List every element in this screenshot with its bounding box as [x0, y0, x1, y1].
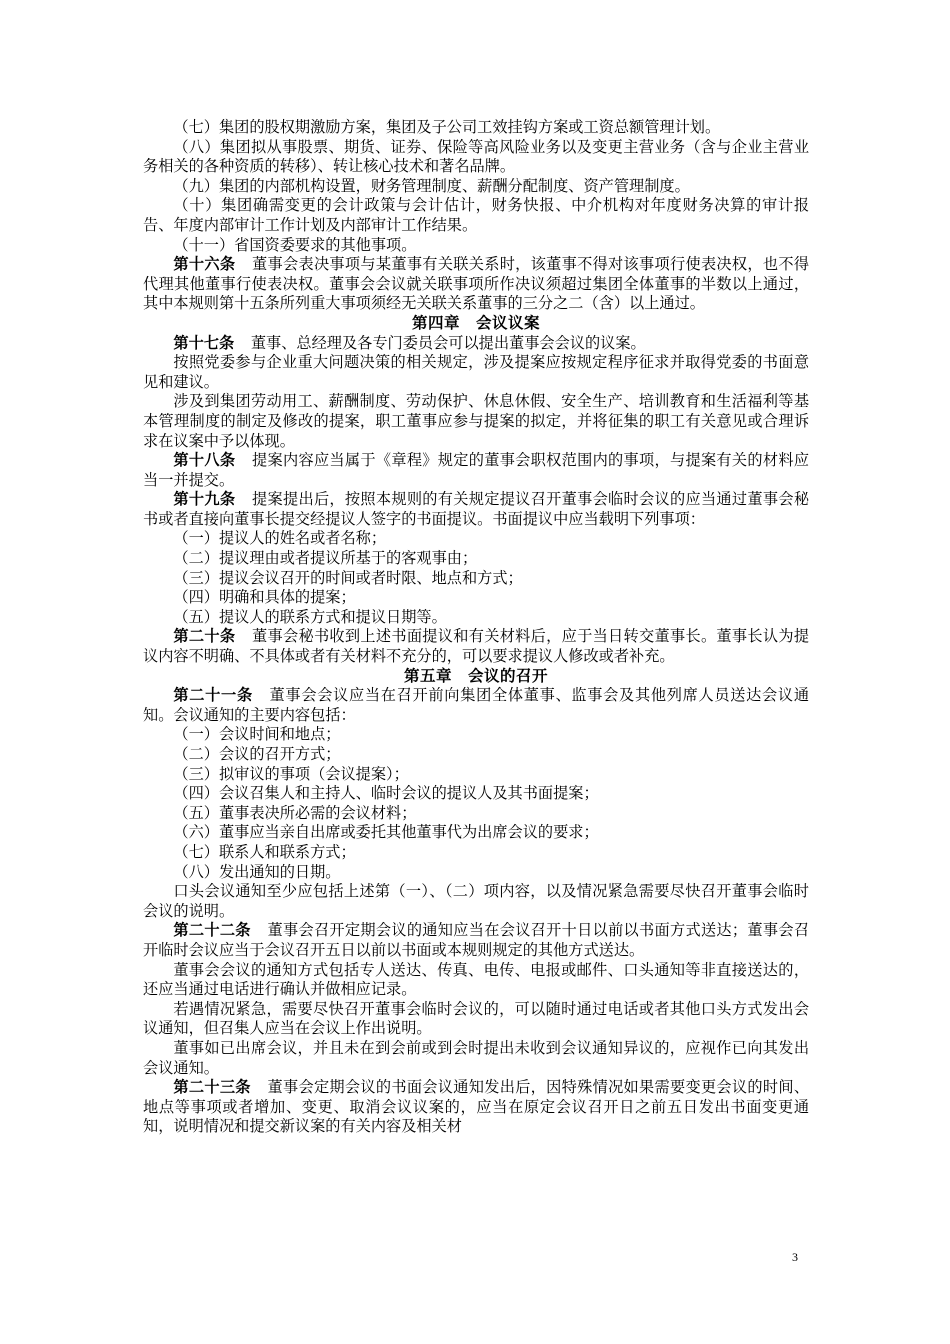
article-text: 董事会会议应当在召开前向集团全体董事、监事会及其他列席人员送达会议通知。会议通知的主要内容包括：: [143, 686, 810, 724]
body-paragraph: （七）集团的股权期激励方案，集团及子公司工效挂钩方案或工资总额管理计划。: [173, 118, 721, 136]
list-item: （一）提议人的姓名或者名称；: [173, 529, 387, 548]
article-label: 第十九条: [173, 490, 236, 509]
body-paragraph: （十）集团确需变更的会计政策与会计估计，财务快报、中介机构对年度财务决算的审计报告、年度内部审计工作计划及内部审计工作结果。: [143, 196, 809, 234]
body-paragraph: 董事会会议的通知方式包括专人送达、传真、电传、电报或邮件、口头通知等非直接送达的，还应当通过电话进行确认并做相应记录。: [143, 960, 809, 999]
article-label: 第二十二条: [173, 921, 251, 940]
article-paragraph: [143, 490, 809, 529]
document-page: [143, 118, 809, 1137]
article-paragraph: [143, 1078, 809, 1137]
list-item: （三）提议会议召开的时间或者时限、地点和方式；: [173, 568, 523, 587]
article-label: 第十八条: [173, 451, 236, 470]
list-item: （四）明确和具体的提案；: [173, 588, 356, 607]
body-paragraph: （八）集团拟从事股票、期货、证券、保险等高风险业务以及变更主营业务（含与企业主营业务相关的各种资质的转移）、转让核心技术和著名品牌。: [143, 137, 809, 176]
body-paragraph: 口头会议通知至少应包括上述第（一）、（二）项内容，以及情况紧急需要尽快召开董事会临时会议的说明。: [143, 882, 809, 920]
article-text: 董事、总经理及各专门委员会可以提出董事会会议的议案。: [250, 333, 646, 352]
article-paragraph: [143, 686, 809, 725]
body-paragraph: （九）集团的内部机构设置，财务管理制度、薪酬分配制度、资产管理制度。: [173, 176, 690, 195]
list-item: （六）董事应当亲自出席或委托其他董事代为出席会议的要求；: [173, 823, 599, 842]
body-paragraph: 按照党委参与企业重大问题决策的相关规定，涉及提案应按规定程序征求并取得党委的书面意见和建议。: [143, 353, 809, 391]
list-item: （五）董事表决所必需的会议材料；: [173, 803, 417, 822]
article-label: 第十六条: [173, 255, 236, 274]
article-label: 第二十三条: [173, 1078, 251, 1097]
article-paragraph: [143, 921, 809, 960]
body-paragraph: 涉及到集团劳动用工、薪酬制度、劳动保护、休息休假、安全生产、培训教育和生活福利等基本管理制度的制定及修改的提案，职工董事应参与提案的拟定，并将征集的职工有关意见或合理诉求在议案中予以体现。: [143, 392, 809, 450]
list-item: （八）发出通知的日期。: [173, 862, 341, 881]
list-item: （七）联系人和联系方式；: [173, 842, 356, 861]
article-text: 董事会召开定期会议的通知应当在会议召开十日以前以书面方式送达；董事会召开临时会议应当于会议召开五日以前以书面或本规则规定的其他方式送达。: [143, 921, 810, 959]
article-label: 第二十条: [173, 627, 236, 646]
article-paragraph: [143, 627, 809, 666]
list-item: （一）会议时间和地点；: [173, 725, 341, 744]
body-paragraph: （十一）省国资委要求的其他事项。: [173, 235, 417, 254]
list-item: （三）拟审议的事项（会议提案）；: [173, 764, 409, 783]
article-text: 董事会定期会议的书面会议通知发出后，因特殊情况如果需要变更会议的时间、地点等事项或者增加、变更、取消会议议案的，应当在原定会议召开日之前五日发出书面变更通知，说明情况和提交新议案的有关内容及相关材: [143, 1078, 810, 1136]
list-item: （二）提议理由或者提议所基于的客观事由；: [173, 549, 478, 568]
article-text: 董事会秘书收到上述书面提议和有关材料后，应于当日转交董事长。董事长认为提议内容不明确、不具体或者有关材料不充分的，可以要求提议人修改或者补充。: [143, 627, 810, 666]
article-text: 提案提出后，按照本规则的有关规定提议召开董事会临时会议的应当通过董事会秘书或者直接向董事长提交经提议人签字的书面提议。书面提议中应当载明下列事项：: [143, 490, 810, 528]
article-paragraph: [143, 255, 809, 314]
article-paragraph: [143, 334, 809, 354]
article-label: 第二十一条: [173, 686, 253, 705]
body-paragraph: 若遇情况紧急，需要尽快召开董事会临时会议的，可以随时通过电话或者其他口头方式发出会议通知，但召集人应当在会议上作出说明。: [143, 999, 809, 1038]
list-item: （四）会议召集人和主持人、临时会议的提议人及其书面提案；: [173, 784, 599, 803]
article-paragraph: [143, 451, 809, 490]
article-text: 董事会表决事项与某董事有关联关系时，该董事不得对该事项行使表决权，也不得代理其他董事行使表决权。董事会会议就关联事项所作决议须超过集团全体董事的半数以上通过，其中本规则第十五条所列重大事项须经无关联关系董事的三分之二（含）以上通过。: [143, 255, 810, 313]
article-text: 提案内容应当属于《章程》规定的董事会职权范围内的事项，与提案有关的材料应当一并提交。: [143, 451, 810, 489]
article-label: 第十七条: [173, 333, 235, 352]
page-number: 3: [792, 1250, 798, 1264]
chapter-heading: 第五章 会议的召开: [403, 666, 548, 685]
chapter-heading: 第四章 会议议案: [411, 313, 540, 332]
list-item: （二）会议的召开方式；: [173, 745, 341, 763]
list-item: （五）提议人的联系方式和提议日期等。: [173, 607, 447, 626]
body-paragraph: 董事如已出席会议，并且未在到会前或到会时提出未收到会议通知异议的，应视作已向其发出会议通知。: [143, 1038, 809, 1077]
